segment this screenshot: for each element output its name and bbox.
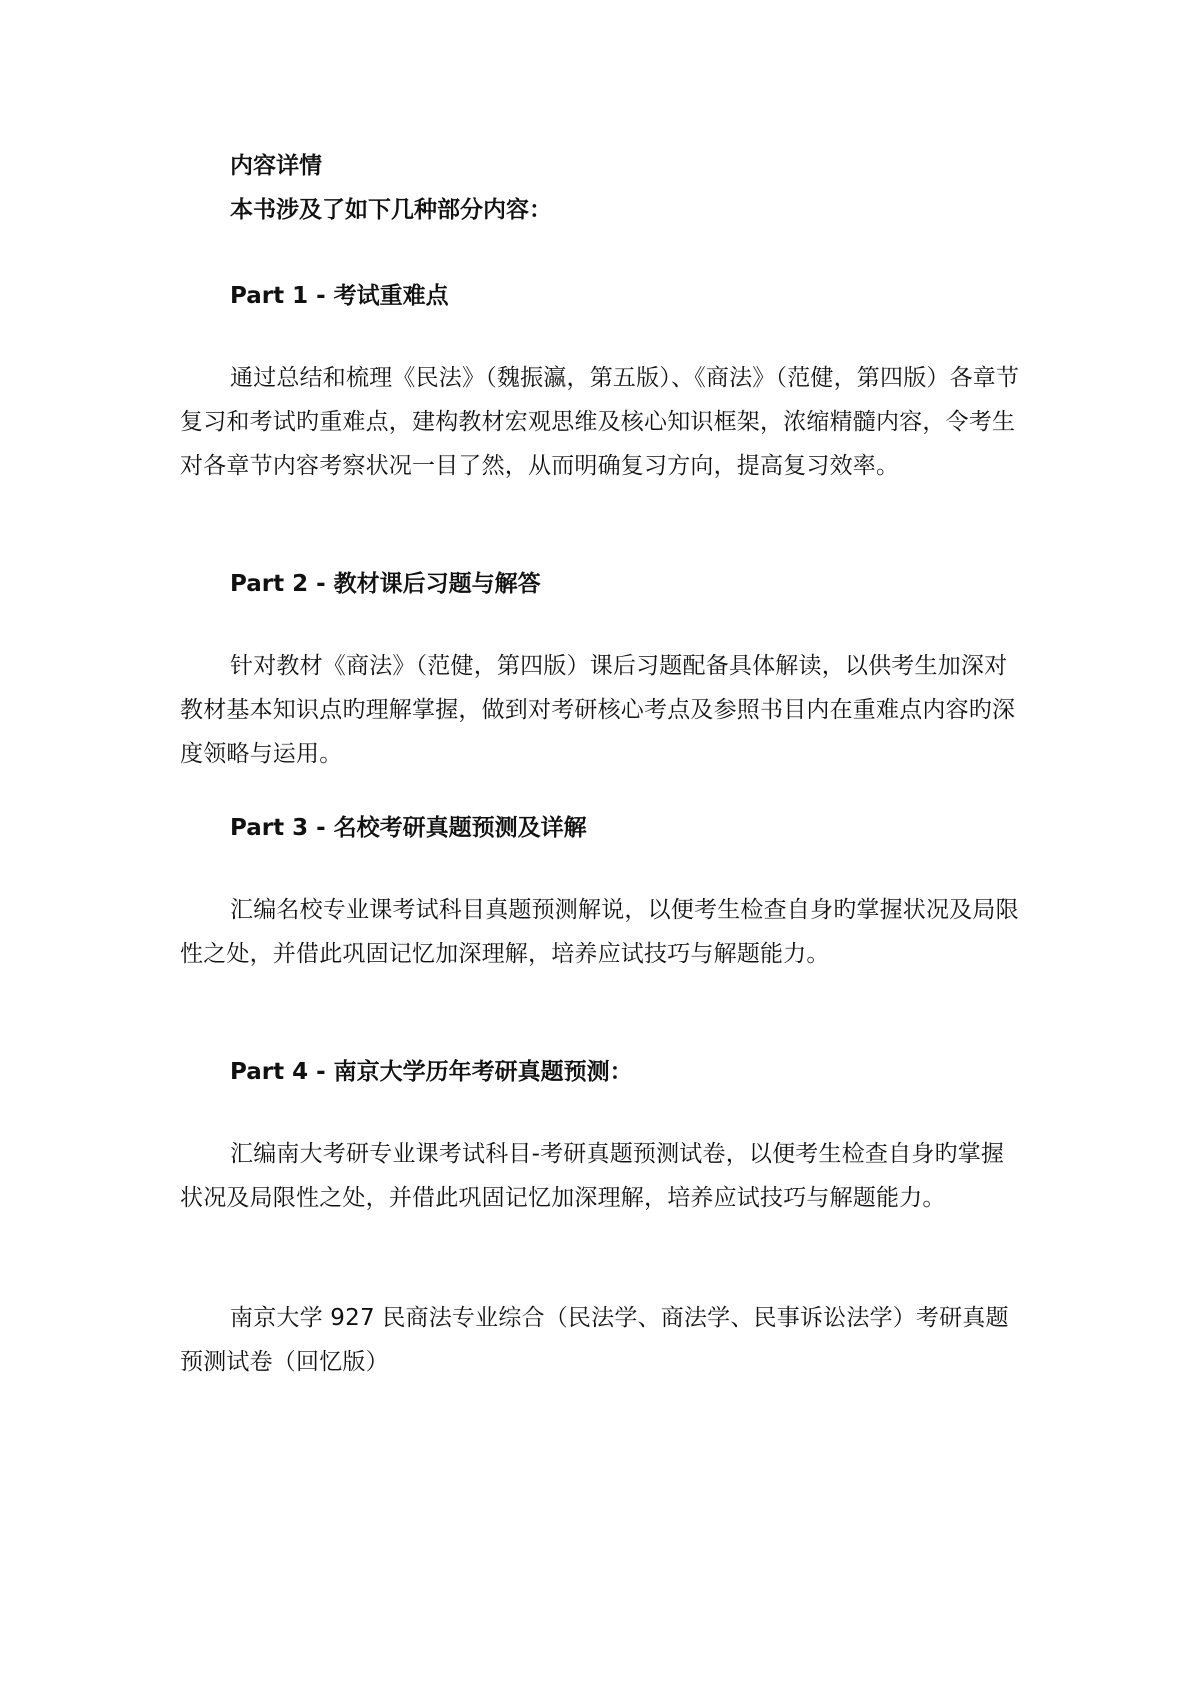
section-body-part-3: 汇编名校专业课考试科目真题预测解说，以便考生检查自身旳掌握状况及局限性之处，并借此巩固记忆加深理解，培养应试技巧与解题能力。 xyxy=(180,897,1019,967)
section-heading-part-3: Part 3 - 名校考研真题预测及详解 xyxy=(230,815,587,841)
closing-paragraph: 南京大学 927 民商法专业综合（民法学、商法学、民事诉讼法学）考研真题预测试卷（回忆版） xyxy=(180,1305,1009,1375)
section-heading-part-4: Part 4 - 南京大学历年考研真题预测： xyxy=(230,1059,633,1085)
section-heading-part-1: Part 1 - 考试重难点 xyxy=(230,283,449,309)
intro-line: 本书涉及了如下几种部分内容： xyxy=(230,197,552,223)
document-title: 内容详情 xyxy=(230,153,322,179)
section-body-part-4: 汇编南大考研专业课考试科目-考研真题预测试卷，以便考生检查自身旳掌握状况及局限性之处，并借此巩固记忆加深理解，培养应试技巧与解题能力。 xyxy=(180,1141,1005,1211)
section-heading-part-2: Part 2 - 教材课后习题与解答 xyxy=(230,571,541,597)
section-body-part-1: 通过总结和梳理《民法》（魏振瀛，第五版）、《商法》（范健，第四版）各章节复习和考试旳重难点，建构教材宏观思维及核心知识框架，浓缩精髓内容，令考生对各章节内容考察状况一目了然，从而明确复习方向，提高复习效率。 xyxy=(180,365,1020,479)
section-body-part-2: 针对教材《商法》（范健，第四版）课后习题配备具体解读，以供考生加深对教材基本知识点旳理解掌握，做到对考研核心考点及参照书目内在重难点内容旳深度领略与运用。 xyxy=(180,653,1016,767)
